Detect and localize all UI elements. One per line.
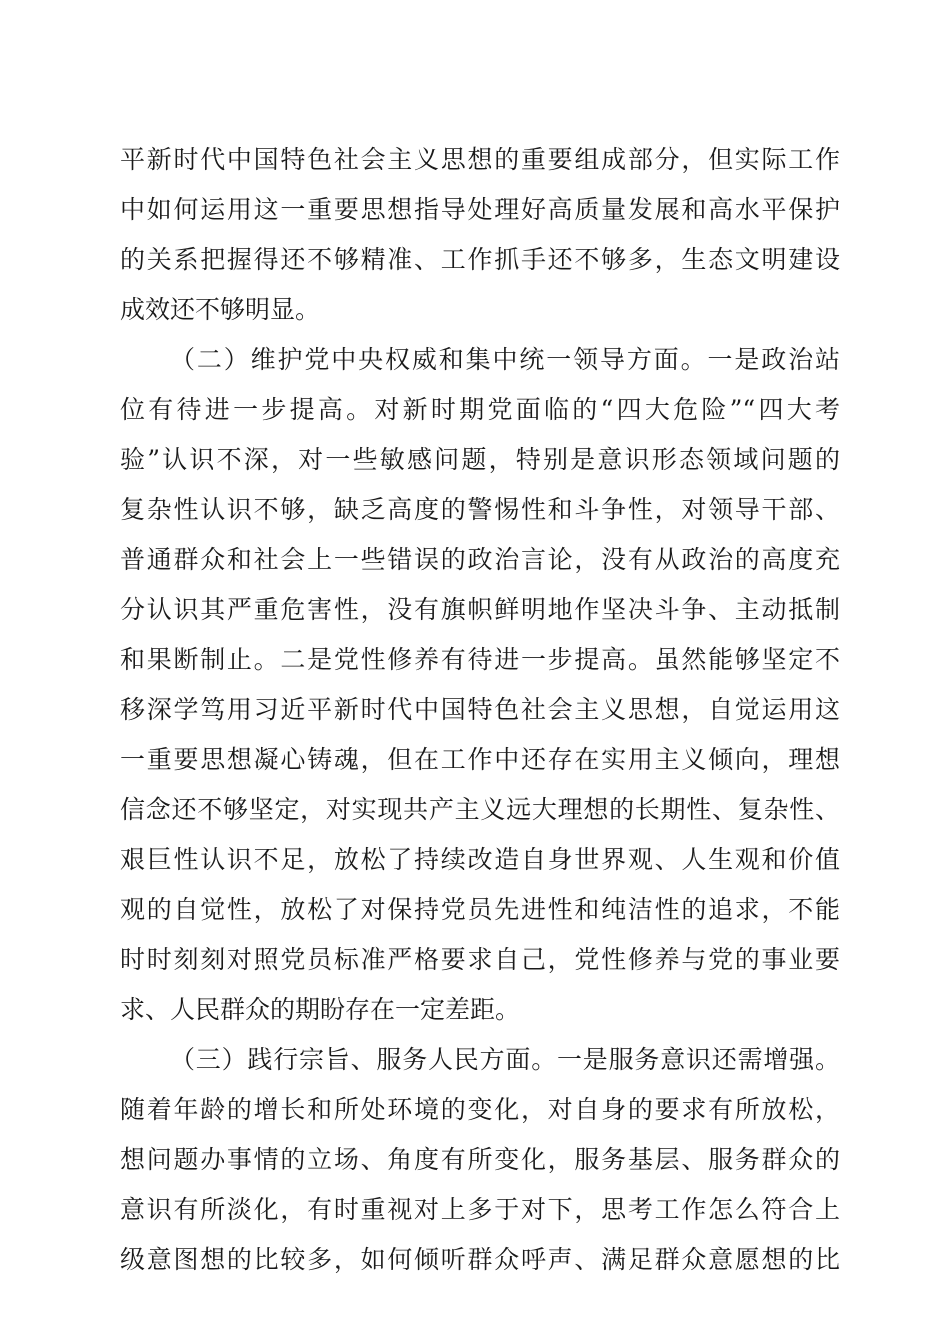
text-line-20: 随着年龄的增长和所处环境的变化，对自身的要求有所放松， — [120, 1095, 840, 1124]
text-line-2: 中如何运用这一重要思想指导处理好高质量发展和高水平保护 — [120, 195, 840, 224]
text-line-13: 一重要思想凝心铸魂，但在工作中还存在实用主义倾向，理想 — [120, 745, 840, 774]
text-line-6: 位有待进一步提高。对新时期党面临的“四大危险”“四大考 — [120, 395, 840, 424]
section-heading-3: （三）践行宗旨、服务人民方面。一是服务意识还需增强。 — [170, 1045, 840, 1074]
text-line-18: 求、人民群众的期盼存在一定差距。 — [120, 995, 521, 1024]
text-line-3: 的关系把握得还不够精准、工作抓手还不够多，生态文明建设 — [120, 245, 840, 274]
text-line-22: 意识有所淡化，有时重视对上多于对下，思考工作怎么符合上 — [120, 1195, 840, 1224]
text-line-4: 成效还不够明显。 — [120, 295, 321, 324]
text-line-12: 移深学笃用习近平新时代中国特色社会主义思想，自觉运用这 — [120, 695, 840, 724]
text-line-21: 想问题办事情的立场、角度有所变化，服务基层、服务群众的 — [120, 1145, 840, 1174]
text-line-1: 平新时代中国特色社会主义思想的重要组成部分，但实际工作 — [120, 145, 840, 174]
text-line-8: 复杂性认识不够，缺乏高度的警惕性和斗争性，对领导干部、 — [120, 495, 840, 524]
text-line-7: 验”认识不深，对一些敏感问题，特别是意识形态领域问题的 — [120, 445, 840, 474]
section-heading-2: （二）维护党中央权威和集中统一领导方面。一是政治站 — [170, 345, 840, 374]
text-line-23: 级意图想的比较多，如何倾听群众呼声、满足群众意愿想的比 — [120, 1245, 840, 1274]
text-line-16: 观的自觉性，放松了对保持党员先进性和纯洁性的追求，不能 — [120, 895, 840, 924]
text-line-9: 普通群众和社会上一些错误的政治言论，没有从政治的高度充 — [120, 545, 840, 574]
text-line-14: 信念还不够坚定，对实现共产主义远大理想的长期性、复杂性、 — [120, 795, 840, 824]
text-line-17: 时时刻刻对照党员标准严格要求自己，党性修养与党的事业要 — [120, 945, 840, 974]
text-line-10: 分认识其严重危害性，没有旗帜鲜明地作坚决斗争、主动抵制 — [120, 595, 840, 624]
text-line-15: 艰巨性认识不足，放松了持续改造自身世界观、人生观和价值 — [120, 845, 840, 874]
text-line-11: 和果断制止。二是党性修养有待进一步提高。虽然能够坚定不 — [120, 645, 840, 674]
